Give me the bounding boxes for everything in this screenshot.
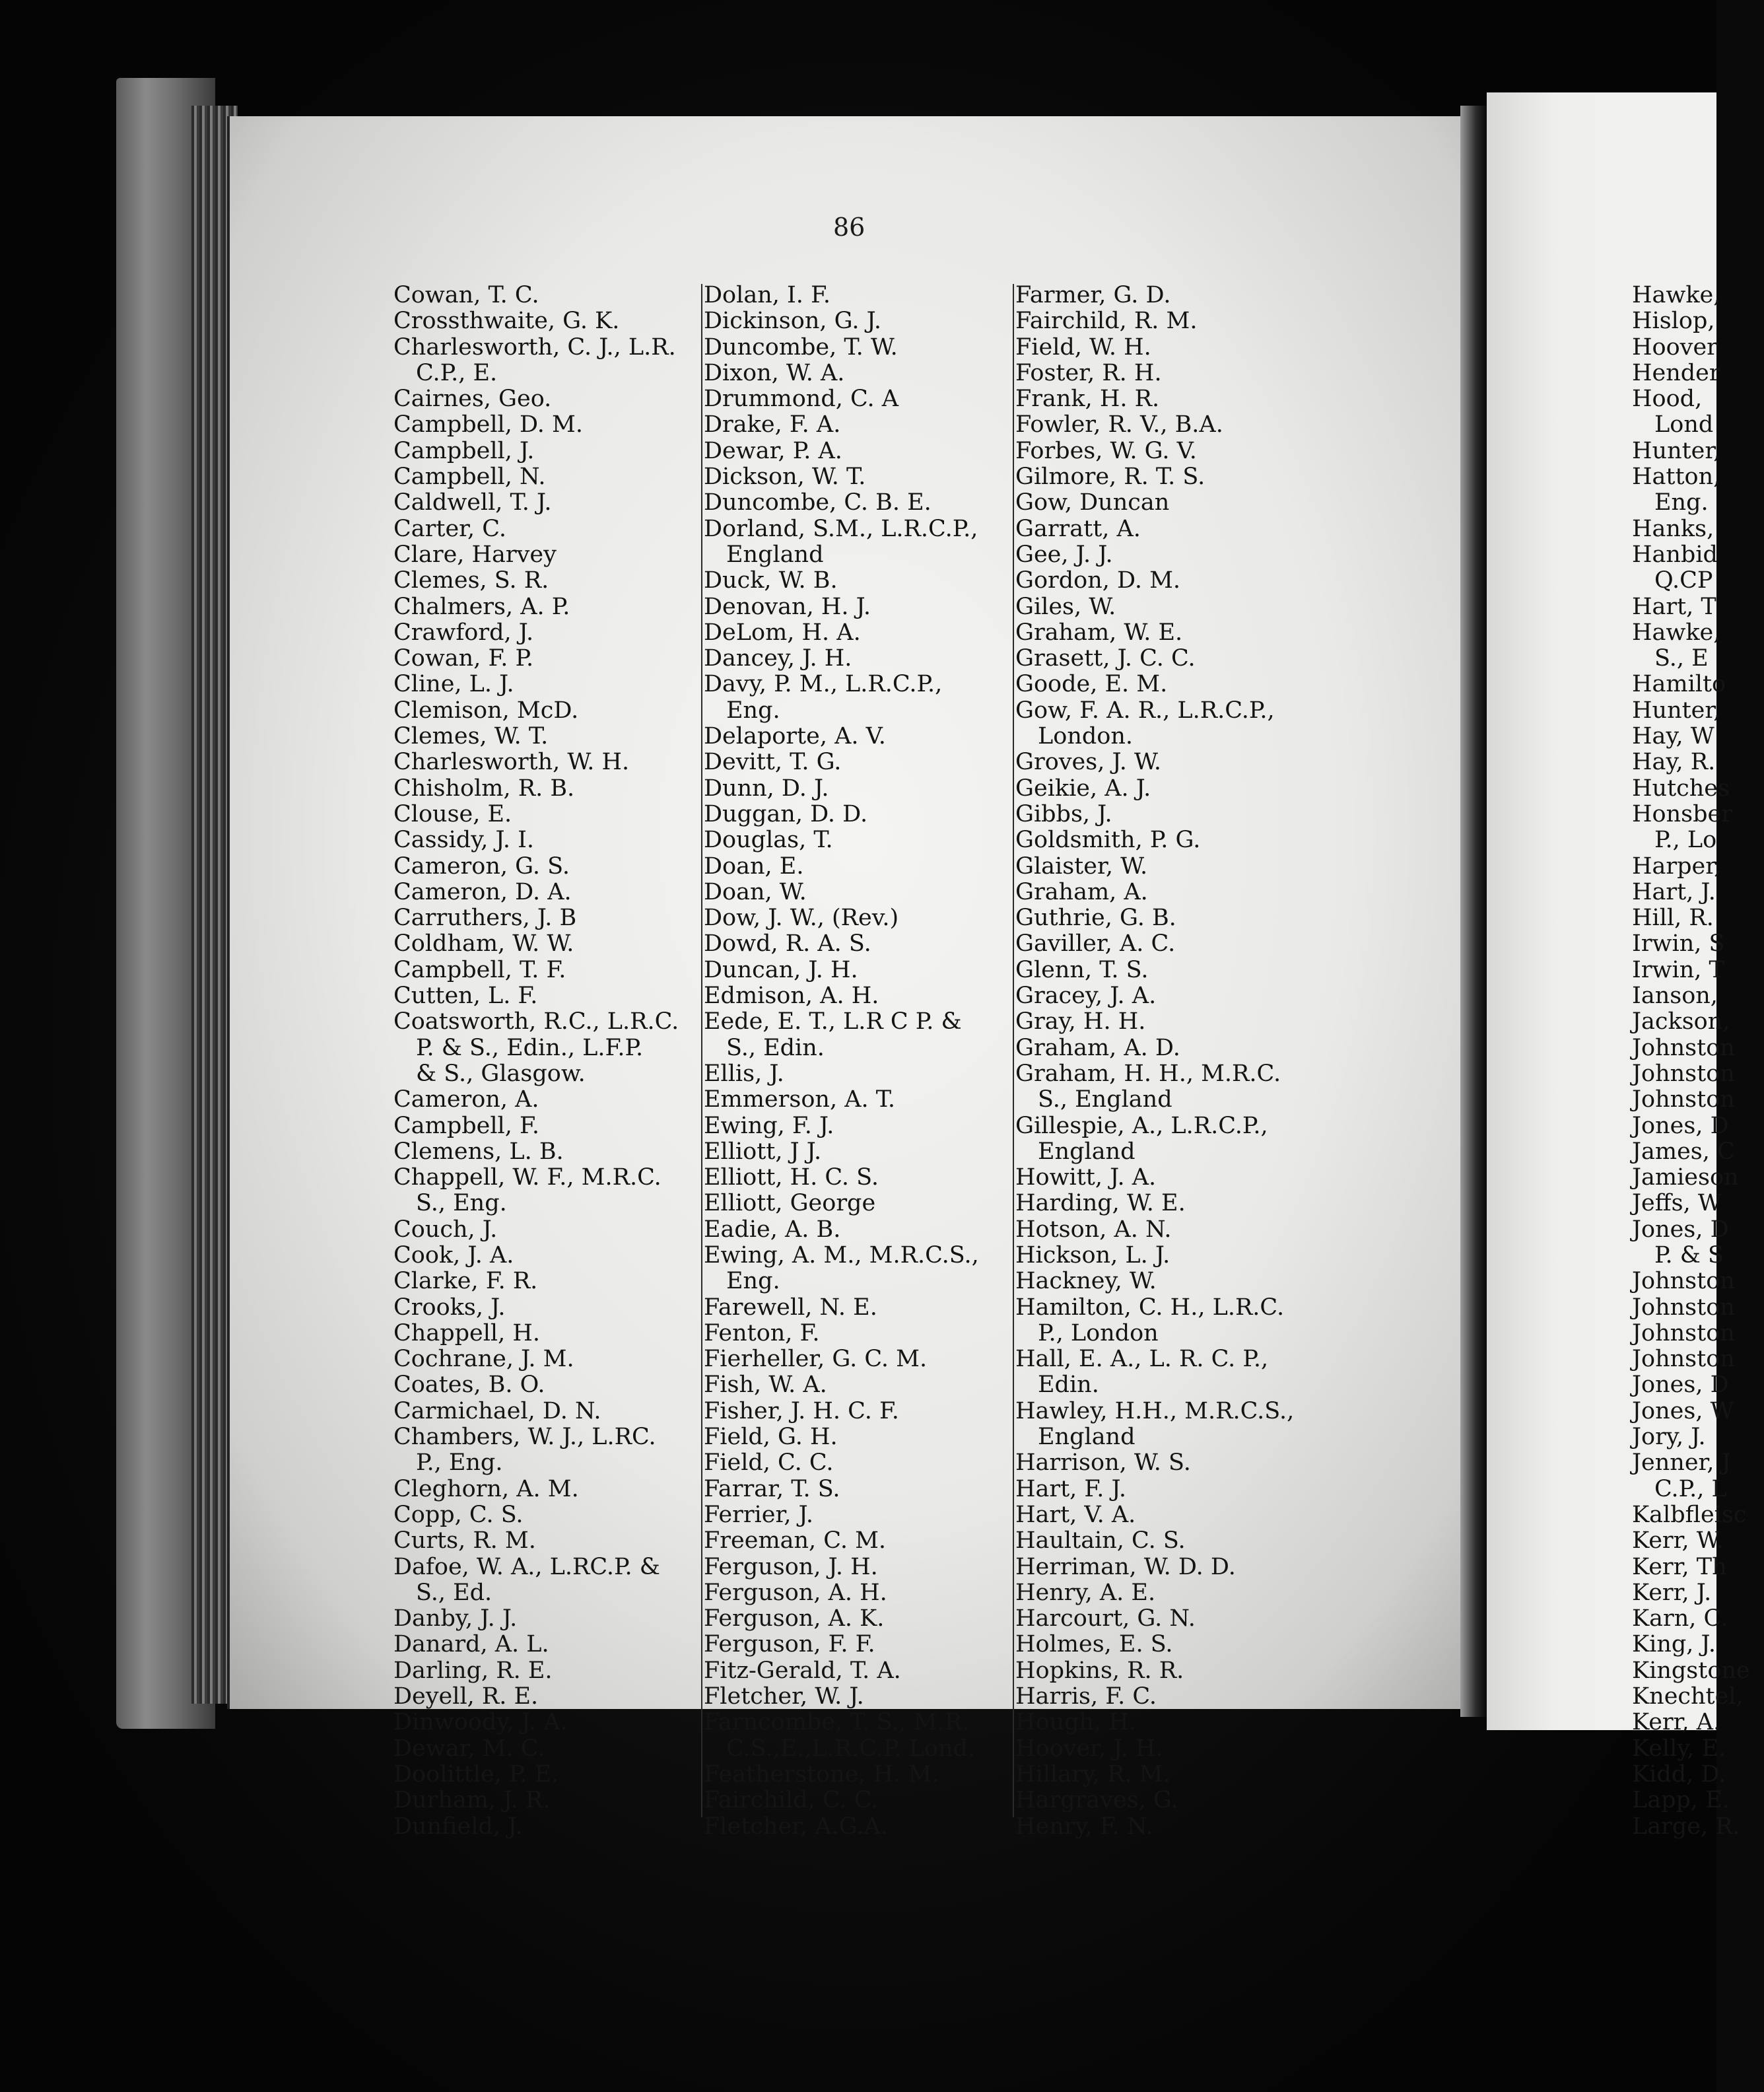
name-entry: Hargraves, G.: [1015, 1787, 1178, 1814]
name-entry: Devitt, T. G.: [704, 749, 842, 776]
name-entry: Knechtel,: [1632, 1683, 1744, 1710]
name-entry: Ewing, A. M., M.R.C.S.,: [704, 1241, 979, 1269]
name-entry: Jeffs, W: [1632, 1190, 1722, 1217]
name-entry: Dowd, R. A. S.: [704, 930, 871, 958]
name-entry: Duncan, J. H.: [704, 956, 858, 983]
name-entry: DeLom, H. A.: [704, 619, 861, 646]
name-entry: Fletcher, A.G.A.: [704, 1813, 888, 1840]
name-entry: Doan, W.: [704, 878, 807, 905]
name-entry: Dow, J. W., (Rev.): [704, 905, 899, 932]
name-entry: Eng.: [726, 697, 780, 724]
name-entry: Geikie, A. J.: [1015, 775, 1151, 802]
name-entry: Kalbfleisc: [1632, 1501, 1747, 1528]
name-entry: Graham, W. E.: [1015, 619, 1183, 646]
name-entry: Forbes, W. G. V.: [1015, 437, 1197, 464]
name-entry: Graham, H. H., M.R.C.: [1015, 1060, 1281, 1087]
name-entry: Fitz-Gerald, T. A.: [704, 1657, 901, 1684]
name-entry: Caldwell, T. J.: [393, 489, 552, 516]
name-entry: Jenner, J: [1632, 1449, 1731, 1477]
name-entry: Hamilton, C. H., L.R.C.: [1015, 1294, 1285, 1321]
name-entry: Couch, J.: [393, 1216, 498, 1243]
name-entry: Irwin, S: [1632, 930, 1725, 958]
name-entry: Johnston: [1632, 1034, 1735, 1061]
name-entry: Hender: [1632, 359, 1720, 386]
name-entry: Ellis, J.: [704, 1060, 784, 1087]
name-entry: Large, R.: [1632, 1813, 1740, 1840]
name-entry: Kerr, W.: [1632, 1527, 1724, 1554]
name-entry: Hart, F. J.: [1015, 1475, 1126, 1502]
name-entry: Hill, R.: [1632, 905, 1714, 932]
name-entry: Eng.: [1654, 489, 1709, 516]
name-entry: Johnston: [1632, 1294, 1735, 1321]
name-entry: Dickinson, G. J.: [704, 308, 882, 335]
column-rule: [1013, 284, 1014, 1817]
name-entry: Duggan, D. D.: [704, 800, 868, 827]
name-entry: Duncombe, T. W.: [704, 333, 898, 361]
name-entry: Gow, Duncan: [1015, 489, 1170, 516]
name-entry: Cameron, D. A.: [393, 878, 572, 905]
name-entry: S., Edin.: [726, 1034, 825, 1061]
name-entry: Cairnes, Geo.: [393, 386, 552, 413]
name-entry: Carter, C.: [393, 515, 506, 542]
name-entry: England: [1038, 1138, 1136, 1165]
name-entry: Johnston: [1632, 1319, 1735, 1346]
name-entry: Drummond, C. A: [704, 386, 899, 413]
name-entry: P., Eng.: [416, 1449, 503, 1477]
name-entry: Ewing, F. J.: [704, 1112, 834, 1139]
name-entry: Fairchild, R. M.: [1015, 308, 1198, 335]
name-entry: Cassidy, J. I.: [393, 827, 535, 854]
name-entry: Hall, E. A., L. R. C. P.,: [1015, 1346, 1269, 1373]
name-entry: Fisher, J. H. C. F.: [704, 1397, 899, 1424]
name-entry: Coatsworth, R.C., L.R.C.: [393, 1008, 679, 1035]
name-entry: Hart, J.: [1632, 878, 1716, 905]
name-entry: Hawke,: [1632, 282, 1721, 308]
name-entry: Kerr, Th: [1632, 1553, 1727, 1580]
name-entry: Chappell, H.: [393, 1319, 540, 1346]
name-entry: Fierheller, G. C. M.: [704, 1346, 928, 1373]
name-entry: Drake, F. A.: [704, 411, 841, 438]
name-entry: Chalmers, A. P.: [393, 593, 570, 620]
name-entry: Fowler, R. V., B.A.: [1015, 411, 1223, 438]
name-entry: Emmerson, A. T.: [704, 1086, 896, 1113]
name-entry: Elliott, J J.: [704, 1138, 822, 1165]
name-entry: Clemes, S. R.: [393, 567, 549, 594]
name-entry: Kerr, J.: [1632, 1579, 1712, 1606]
name-entry: Hoover: [1632, 333, 1718, 361]
book-gutter: [1460, 106, 1487, 1717]
name-entry: Cochrane, J. M.: [393, 1346, 574, 1373]
name-entry: Charlesworth, W. H.: [393, 749, 630, 776]
name-entry: Chappell, W. F., M.R.C.: [393, 1164, 662, 1191]
name-entry: Duncombe, C. B. E.: [704, 489, 932, 516]
name-entry: Curts, R. M.: [393, 1527, 536, 1554]
name-entry: Hawley, H.H., M.R.C.S.,: [1015, 1397, 1295, 1424]
name-entry: Hunter,: [1632, 437, 1721, 464]
name-entry: Harding, W. E.: [1015, 1190, 1186, 1217]
name-entry: Harcourt, G. N.: [1015, 1605, 1196, 1632]
name-entry: Cline, L. J.: [393, 671, 514, 698]
name-entry: Jones, W: [1632, 1397, 1734, 1424]
name-entry: Gee, J. J.: [1015, 541, 1113, 568]
name-entry: Johnston: [1632, 1060, 1735, 1087]
column-rule: [701, 284, 702, 1817]
name-entry: Harper,: [1632, 853, 1722, 880]
name-entry: Howitt, J. A.: [1015, 1164, 1157, 1191]
name-entry: Graham, A.: [1015, 878, 1148, 905]
name-entry: Hay, W: [1632, 723, 1714, 750]
name-entry: Elliott, George: [704, 1190, 876, 1217]
name-entry: S., Eng.: [416, 1190, 507, 1217]
name-entry: Herriman, W. D. D.: [1015, 1553, 1236, 1580]
name-entry: Cowan, F. P.: [393, 645, 534, 672]
name-entry: Goldsmith, P. G.: [1015, 827, 1201, 854]
name-entry: C.S.,E.,L.R.C.P. Lond.: [726, 1735, 976, 1762]
name-entry: Dickson, W. T.: [704, 464, 866, 491]
name-entry: Cowan, T. C.: [393, 282, 539, 308]
name-entry: Coates, B. O.: [393, 1372, 545, 1399]
name-entry: Darling, R. E.: [393, 1657, 553, 1684]
name-entry: Davy, P. M., L.R.C.P.,: [704, 671, 943, 698]
name-entry: Eede, E. T., L.R C P. &: [704, 1008, 962, 1035]
name-entry: & S., Glasgow.: [416, 1060, 586, 1087]
name-entry: Danby, J. J.: [393, 1605, 518, 1632]
name-entry: Dolan, I. F.: [704, 282, 831, 308]
name-column-2: [704, 283, 1007, 1840]
name-entry: King, J.: [1632, 1631, 1716, 1658]
name-entry: Eng.: [726, 1268, 780, 1295]
name-entry: Johnston: [1632, 1086, 1735, 1113]
name-entry: Carmichael, D. N.: [393, 1397, 601, 1424]
name-entry: Clemes, W. T.: [393, 723, 549, 750]
name-entry: Danard, A. L.: [393, 1631, 549, 1658]
name-entry: Dunfield, J.: [393, 1813, 523, 1840]
name-entry: P., Lo: [1654, 827, 1717, 854]
name-entry: Holmes, E. S.: [1015, 1631, 1173, 1658]
name-entry: Cameron, A.: [393, 1086, 539, 1113]
name-entry: Grasett, J. C. C.: [1015, 645, 1196, 672]
name-entry: Frank, H. R.: [1015, 386, 1160, 413]
name-entry: Dixon, W. A.: [704, 359, 845, 386]
name-entry: Kelly, E.: [1632, 1735, 1726, 1762]
name-entry: Hanbid: [1632, 541, 1718, 568]
name-entry: Dafoe, W. A., L.RC.P. &: [393, 1553, 660, 1580]
name-entry: Glenn, T. S.: [1015, 956, 1149, 983]
name-entry: Hutches: [1632, 775, 1730, 802]
name-entry: Dancey, J. H.: [704, 645, 852, 672]
name-entry: Crooks, J.: [393, 1294, 506, 1321]
name-entry: Irwin, T: [1632, 956, 1724, 983]
name-entry: Hay, R.: [1632, 749, 1716, 776]
name-column-4: [1632, 283, 1764, 1840]
name-entry: Field, W. H.: [1015, 333, 1151, 361]
name-entry: Dewar, P. A.: [704, 437, 842, 464]
name-entry: Hunter,: [1632, 697, 1721, 724]
name-entry: Ferguson, A. H.: [704, 1579, 887, 1606]
name-entry: Campbell, F.: [393, 1112, 539, 1139]
name-entry: Duck, W. B.: [704, 567, 838, 594]
name-entry: P. & S., Edin., L.F.P.: [416, 1034, 644, 1061]
name-entry: Doolittle, P. E.: [393, 1761, 559, 1788]
name-entry: Hart, T: [1632, 593, 1716, 620]
name-entry: Doan, E.: [704, 853, 804, 880]
name-entry: James, C: [1632, 1138, 1735, 1165]
name-entry: C.P., E.: [416, 359, 498, 386]
name-entry: Jamieson: [1632, 1164, 1739, 1191]
name-entry: Hanks,: [1632, 515, 1714, 542]
name-entry: Campbell, D. M.: [393, 411, 584, 438]
name-entry: Campbell, T. F.: [393, 956, 566, 983]
name-entry: Johnston: [1632, 1346, 1735, 1373]
name-entry: Hackney, W.: [1015, 1268, 1157, 1295]
name-entry: Edmison, A. H.: [704, 983, 879, 1010]
name-entry: Ianson,: [1632, 983, 1718, 1010]
name-entry: Deyell, R. E.: [393, 1683, 539, 1710]
name-entry: Hopkins, R. R.: [1015, 1657, 1184, 1684]
name-entry: Jones, D: [1632, 1216, 1729, 1243]
name-entry: S., England: [1038, 1086, 1172, 1113]
name-entry: Field, G. H.: [704, 1424, 838, 1451]
name-entry: Lapp, E.: [1632, 1787, 1730, 1814]
name-entry: Campbell, N.: [393, 464, 546, 491]
name-entry: Hough, H.: [1015, 1709, 1136, 1736]
name-entry: Cook, J. A.: [393, 1241, 514, 1269]
name-entry: England: [1038, 1424, 1136, 1451]
name-entry: Henry, F. N.: [1015, 1813, 1153, 1840]
name-entry: Gray, H. H.: [1015, 1008, 1146, 1035]
name-entry: Harrison, W. S.: [1015, 1449, 1191, 1477]
name-entry: Dinwoody, J. A.: [393, 1709, 568, 1736]
name-entry: Glaister, W.: [1015, 853, 1148, 880]
name-entry: Crawford, J.: [393, 619, 534, 646]
name-entry: Cleghorn, A. M.: [393, 1475, 579, 1502]
name-entry: Henry, A. E.: [1015, 1579, 1156, 1606]
name-entry: Ferguson, F. F.: [704, 1631, 875, 1658]
name-entry: Kingstone: [1632, 1657, 1750, 1684]
name-entry: Charlesworth, C. J., L.R.: [393, 333, 676, 361]
name-entry: Giles, W.: [1015, 593, 1116, 620]
name-entry: Hart, V. A.: [1015, 1501, 1136, 1528]
name-entry: Ferguson, A. K.: [704, 1605, 885, 1632]
name-entry: Groves, J. W.: [1015, 749, 1162, 776]
name-entry: Hislop,: [1632, 308, 1715, 335]
name-entry: Dunn, D. J.: [704, 775, 829, 802]
name-entry: Dewar, M. C.: [393, 1735, 545, 1762]
name-entry: S., E: [1654, 645, 1709, 672]
name-entry: Denovan, H. J.: [704, 593, 871, 620]
name-entry: Featherstone, H. M.: [704, 1761, 939, 1788]
name-entry: Gillespie, A., L.R.C.P.,: [1015, 1112, 1268, 1139]
name-entry: Hickson, L. J.: [1015, 1241, 1170, 1269]
name-entry: Gordon, D. M.: [1015, 567, 1181, 594]
name-entry: Haultain, C. S.: [1015, 1527, 1186, 1554]
name-entry: Edin.: [1038, 1372, 1099, 1399]
name-entry: Fletcher, W. J.: [704, 1683, 864, 1710]
name-entry: Jory, J.: [1632, 1424, 1706, 1451]
name-entry: Jones, D: [1632, 1112, 1729, 1139]
name-entry: Ferrier, J.: [704, 1501, 814, 1528]
name-entry: P. & S: [1654, 1241, 1724, 1269]
name-entry: Clarke, F. R.: [393, 1268, 538, 1295]
name-entry: Chambers, W. J., L.RC.: [393, 1424, 656, 1451]
name-entry: Q.CP: [1654, 567, 1713, 594]
name-entry: Eadie, A. B.: [704, 1216, 841, 1243]
name-entry: Graham, A. D.: [1015, 1034, 1180, 1061]
name-entry: Gow, F. A. R., L.R.C.P.,: [1015, 697, 1275, 724]
name-entry: Gaviller, A. C.: [1015, 930, 1176, 958]
name-entry: Hoover, J. H.: [1015, 1735, 1163, 1762]
name-entry: Hatton,: [1632, 464, 1721, 491]
name-entry: Clemison, McD.: [393, 697, 579, 724]
name-entry: Hillary, R. M.: [1015, 1761, 1170, 1788]
name-entry: Fairchild, C. C.: [704, 1787, 879, 1814]
name-entry: Honsber: [1632, 800, 1732, 827]
name-entry: Farmer, G. D.: [1015, 282, 1171, 308]
name-entry: Clare, Harvey: [393, 541, 557, 568]
name-entry: Copp, C. S.: [393, 1501, 524, 1528]
name-entry: Johnston: [1632, 1268, 1735, 1295]
name-entry: Hotson, A. N.: [1015, 1216, 1172, 1243]
name-entry: Elliott, H. C. S.: [704, 1164, 879, 1191]
name-entry: Durham, J. R.: [393, 1787, 551, 1814]
name-entry: Goode, E. M.: [1015, 671, 1168, 698]
name-entry: Coldham, W. W.: [393, 930, 574, 958]
name-entry: Dorland, S.M., L.R.C.P.,: [704, 515, 978, 542]
name-entry: London.: [1038, 723, 1133, 750]
name-entry: Douglas, T.: [704, 827, 833, 854]
name-entry: Farewell, N. E.: [704, 1294, 877, 1321]
name-entry: Freeman, C. M.: [704, 1527, 887, 1554]
name-entry: Cutten, L. F.: [393, 983, 538, 1010]
name-entry: S., Ed.: [416, 1579, 492, 1606]
name-entry: Garratt, A.: [1015, 515, 1141, 542]
name-entry: Ferguson, J. H.: [704, 1553, 878, 1580]
name-entry: Jones, D: [1632, 1372, 1729, 1399]
name-entry: Hawke,: [1632, 619, 1721, 646]
name-entry: Hamilto: [1632, 671, 1726, 698]
name-entry: Guthrie, G. B.: [1015, 905, 1176, 932]
name-entry: Clouse, E.: [393, 800, 512, 827]
name-entry: England: [726, 541, 824, 568]
page-number: 86: [833, 213, 865, 242]
name-entry: Delaporte, A. V.: [704, 723, 886, 750]
name-entry: Farncombe, T. S., M.R.: [704, 1709, 970, 1736]
name-entry: Fish, W. A.: [704, 1372, 827, 1399]
name-entry: Crossthwaite, G. K.: [393, 308, 620, 335]
name-entry: Cameron, G. S.: [393, 853, 570, 880]
name-column-3: [1015, 283, 1326, 1840]
name-entry: Lond: [1654, 411, 1714, 438]
name-entry: Kidd, D.: [1632, 1761, 1726, 1788]
name-entry: Gilmore, R. T. S.: [1015, 464, 1205, 491]
name-entry: Carruthers, J. B: [393, 905, 577, 932]
name-entry: Farrar, T. S.: [704, 1475, 840, 1502]
name-entry: Foster, R. H.: [1015, 359, 1162, 386]
name-entry: Jackson,: [1632, 1008, 1730, 1035]
name-entry: Chisholm, R. B.: [393, 775, 575, 802]
name-entry: Karn, C.: [1632, 1605, 1728, 1632]
name-entry: P., London: [1038, 1319, 1159, 1346]
name-entry: Hood,: [1632, 386, 1703, 413]
name-entry: Gibbs, J.: [1015, 800, 1112, 827]
name-column-1: [393, 283, 697, 1840]
name-entry: Gracey, J. A.: [1015, 983, 1157, 1010]
name-entry: C.P., L: [1654, 1475, 1727, 1502]
name-entry: Campbell, J.: [393, 437, 535, 464]
name-entry: Kerr, A.: [1632, 1709, 1721, 1736]
name-entry: Clemens, L. B.: [393, 1138, 564, 1165]
name-entry: Harris, F. C.: [1015, 1683, 1157, 1710]
name-entry: Fenton, F.: [704, 1319, 820, 1346]
name-entry: Field, C. C.: [704, 1449, 834, 1477]
